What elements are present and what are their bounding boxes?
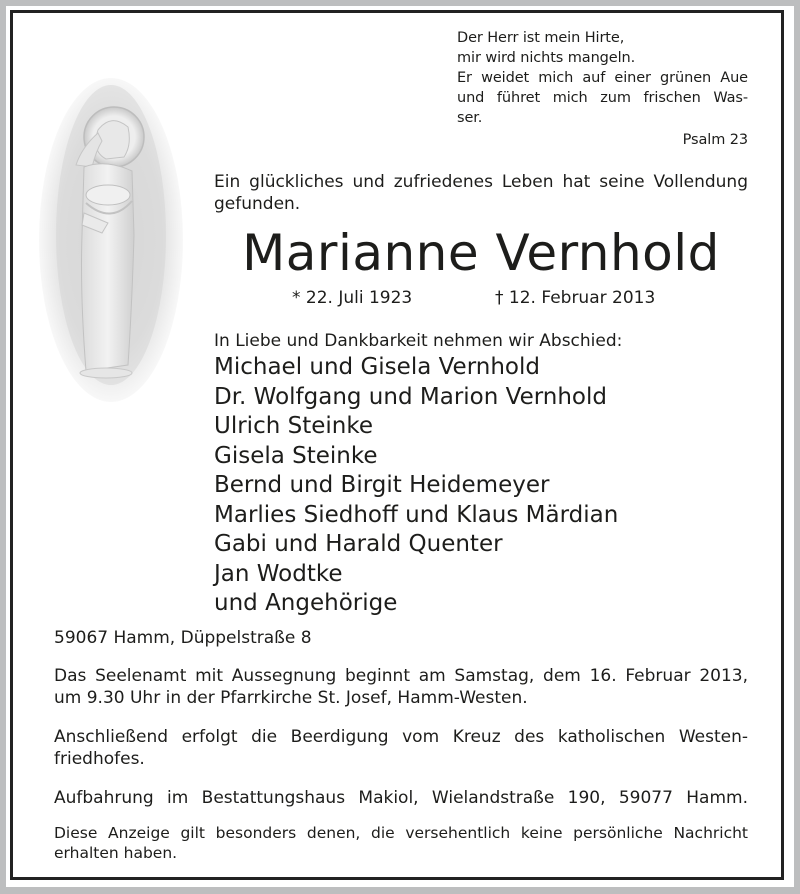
psalm-line: und führet mich zum frischen Was- [457, 90, 748, 106]
burial-line: friedhofes. [54, 749, 145, 769]
notice-text [54, 823, 748, 863]
deceased-name: Marianne Vernhold [242, 224, 720, 282]
death-date: † 12. Februar 2013 [495, 288, 656, 308]
mourners-list [214, 353, 618, 619]
mourner-item: Gabi und Harald Quenter [214, 531, 503, 557]
viewing-line: Aufbahrung im Bestattungshaus Makiol, Wielandstraße 190, 59077 Hamm. [54, 788, 748, 808]
mourner-item: Michael und Gisela Vernhold [214, 354, 540, 380]
burial-line: Anschließend erfolgt die Beerdigung vom Kreuz des katholischen Westen- [54, 727, 748, 747]
psalm-line: Der Herr ist mein Hirte, [457, 30, 625, 46]
mourner-item: Bernd und Birgit Heidemeyer [214, 472, 550, 498]
intro-line: Ein glückliches und zufriedenes Leben hat seine Vollendung [214, 172, 748, 192]
psalm-line: ser. [457, 110, 483, 126]
service-line: Das Seelenamt mit Aussegnung beginnt am Samstag, dem 16. Februar 2013, [54, 666, 748, 686]
mourner-item: Dr. Wolfgang und Marion Vernhold [214, 383, 607, 410]
psalm-quote [457, 28, 748, 150]
address [54, 627, 748, 649]
birth-date: * 22. Juli 1923 [292, 288, 413, 308]
mourner-item: Gisela Steinke [214, 442, 378, 469]
notice-line: erhalten haben. [54, 844, 178, 862]
address-text: 59067 Hamm, Düppelstraße 8 [54, 628, 312, 648]
psalm-reference: Psalm 23 [682, 132, 748, 148]
mourner-item: und Angehörige [214, 590, 398, 616]
service-info [54, 665, 748, 709]
mourner-item: Marlies Siedhoff und Klaus Märdian [214, 501, 619, 528]
psalm-line: Er weidet mich auf einer grünen Aue [457, 70, 748, 86]
intro-line: gefunden. [214, 194, 301, 214]
burial-info [54, 726, 748, 770]
intro-text [214, 171, 748, 215]
farewell-text: In Liebe und Dankbarkeit nehmen wir Abschied: [214, 331, 623, 351]
madonna-relief-image [36, 75, 186, 405]
psalm-line: mir wird nichts mangeln. [457, 50, 636, 66]
notice-line: Diese Anzeige gilt besonders denen, die versehentlich keine persönliche Nachricht [54, 824, 748, 842]
service-line: um 9.30 Uhr in der Pfarrkirche St. Josef, Hamm-Westen. [54, 688, 528, 708]
mourner-item: Ulrich Steinke [214, 413, 373, 439]
mourner-item: Jan Wodtke [214, 560, 343, 587]
viewing-info [54, 787, 748, 809]
